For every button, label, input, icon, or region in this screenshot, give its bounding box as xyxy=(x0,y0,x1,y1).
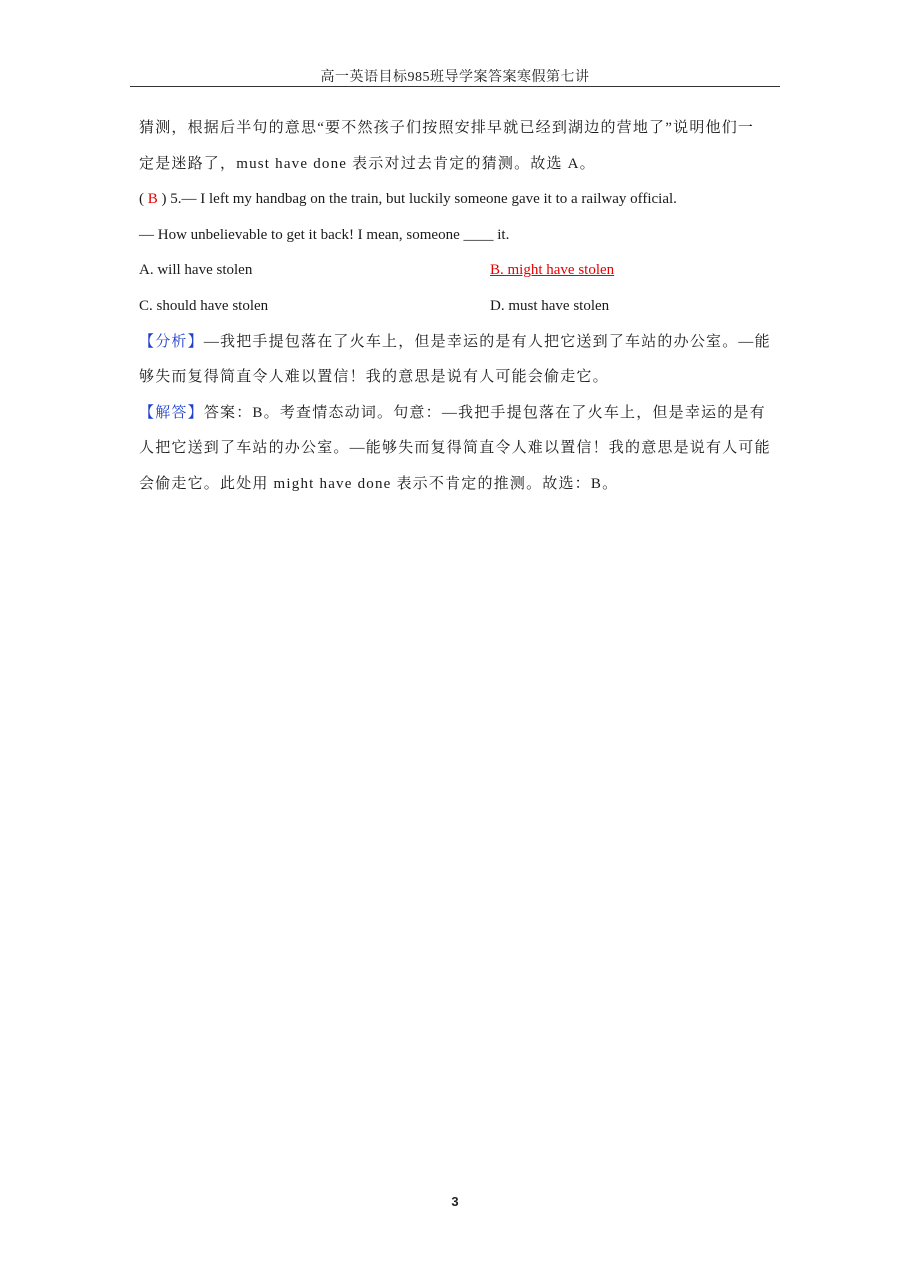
prev-explanation-line-2: 定是迷路了，must have done 表示对过去肯定的猜测。故选 A。 xyxy=(139,155,596,172)
solution-line-2: 人把它送到了车站的办公室。—能够失而复得简直令人难以置信！我的意思是说有人可能 xyxy=(139,440,771,457)
page-header-title: 高一英语目标985班导学案答案寒假第七讲 xyxy=(320,70,590,85)
header-divider xyxy=(130,86,780,87)
option-a: A. will have stolen xyxy=(139,262,253,279)
solution-text-1: 答案：B。考查情态动词。句意：—我把手提包落在了火车上，但是幸运的是有 xyxy=(203,404,766,421)
option-d: D. must have stolen xyxy=(490,297,610,314)
question-5-stem xyxy=(139,184,769,220)
prev-explanation-line-1: 猜测，根据后半句的意思“要不然孩子们按照安排早就已经到湖边的营地了”说明他们一 xyxy=(139,120,755,136)
answer-letter: B xyxy=(147,191,158,208)
analysis-text-1: —我把手提包落在了火车上，但是幸运的是有人把它送到了车站的办公室。—能 xyxy=(203,333,771,350)
option-c: C. should have stolen xyxy=(139,297,269,314)
analysis-line-1 xyxy=(139,327,769,363)
options-row-2 xyxy=(139,291,769,327)
solution-line-3: 会偷走它。此处用 might have done 表示不肯定的推测。故选：B。 xyxy=(139,475,619,492)
analysis-line-2: 够失而复得简直令人难以置信！我的意思是说有人可能会偷走它。 xyxy=(139,369,609,386)
solution-label: 【解答】 xyxy=(139,404,204,421)
solution-line-1 xyxy=(139,398,769,434)
question-5-reply: — How unbelievable to get it back! I mean, someone ____ it. xyxy=(139,226,510,243)
answer-open-paren: ( xyxy=(139,191,144,208)
question-5-text: ) 5.— I left my handbag on the train, but luckily someone gave it to a railway official. xyxy=(161,191,677,208)
option-b-correct: B. might have stolen xyxy=(490,262,615,279)
options-row-1 xyxy=(139,255,769,291)
analysis-label: 【分析】 xyxy=(139,333,204,350)
page-number: 3 xyxy=(451,1194,459,1209)
document-body xyxy=(139,113,769,505)
